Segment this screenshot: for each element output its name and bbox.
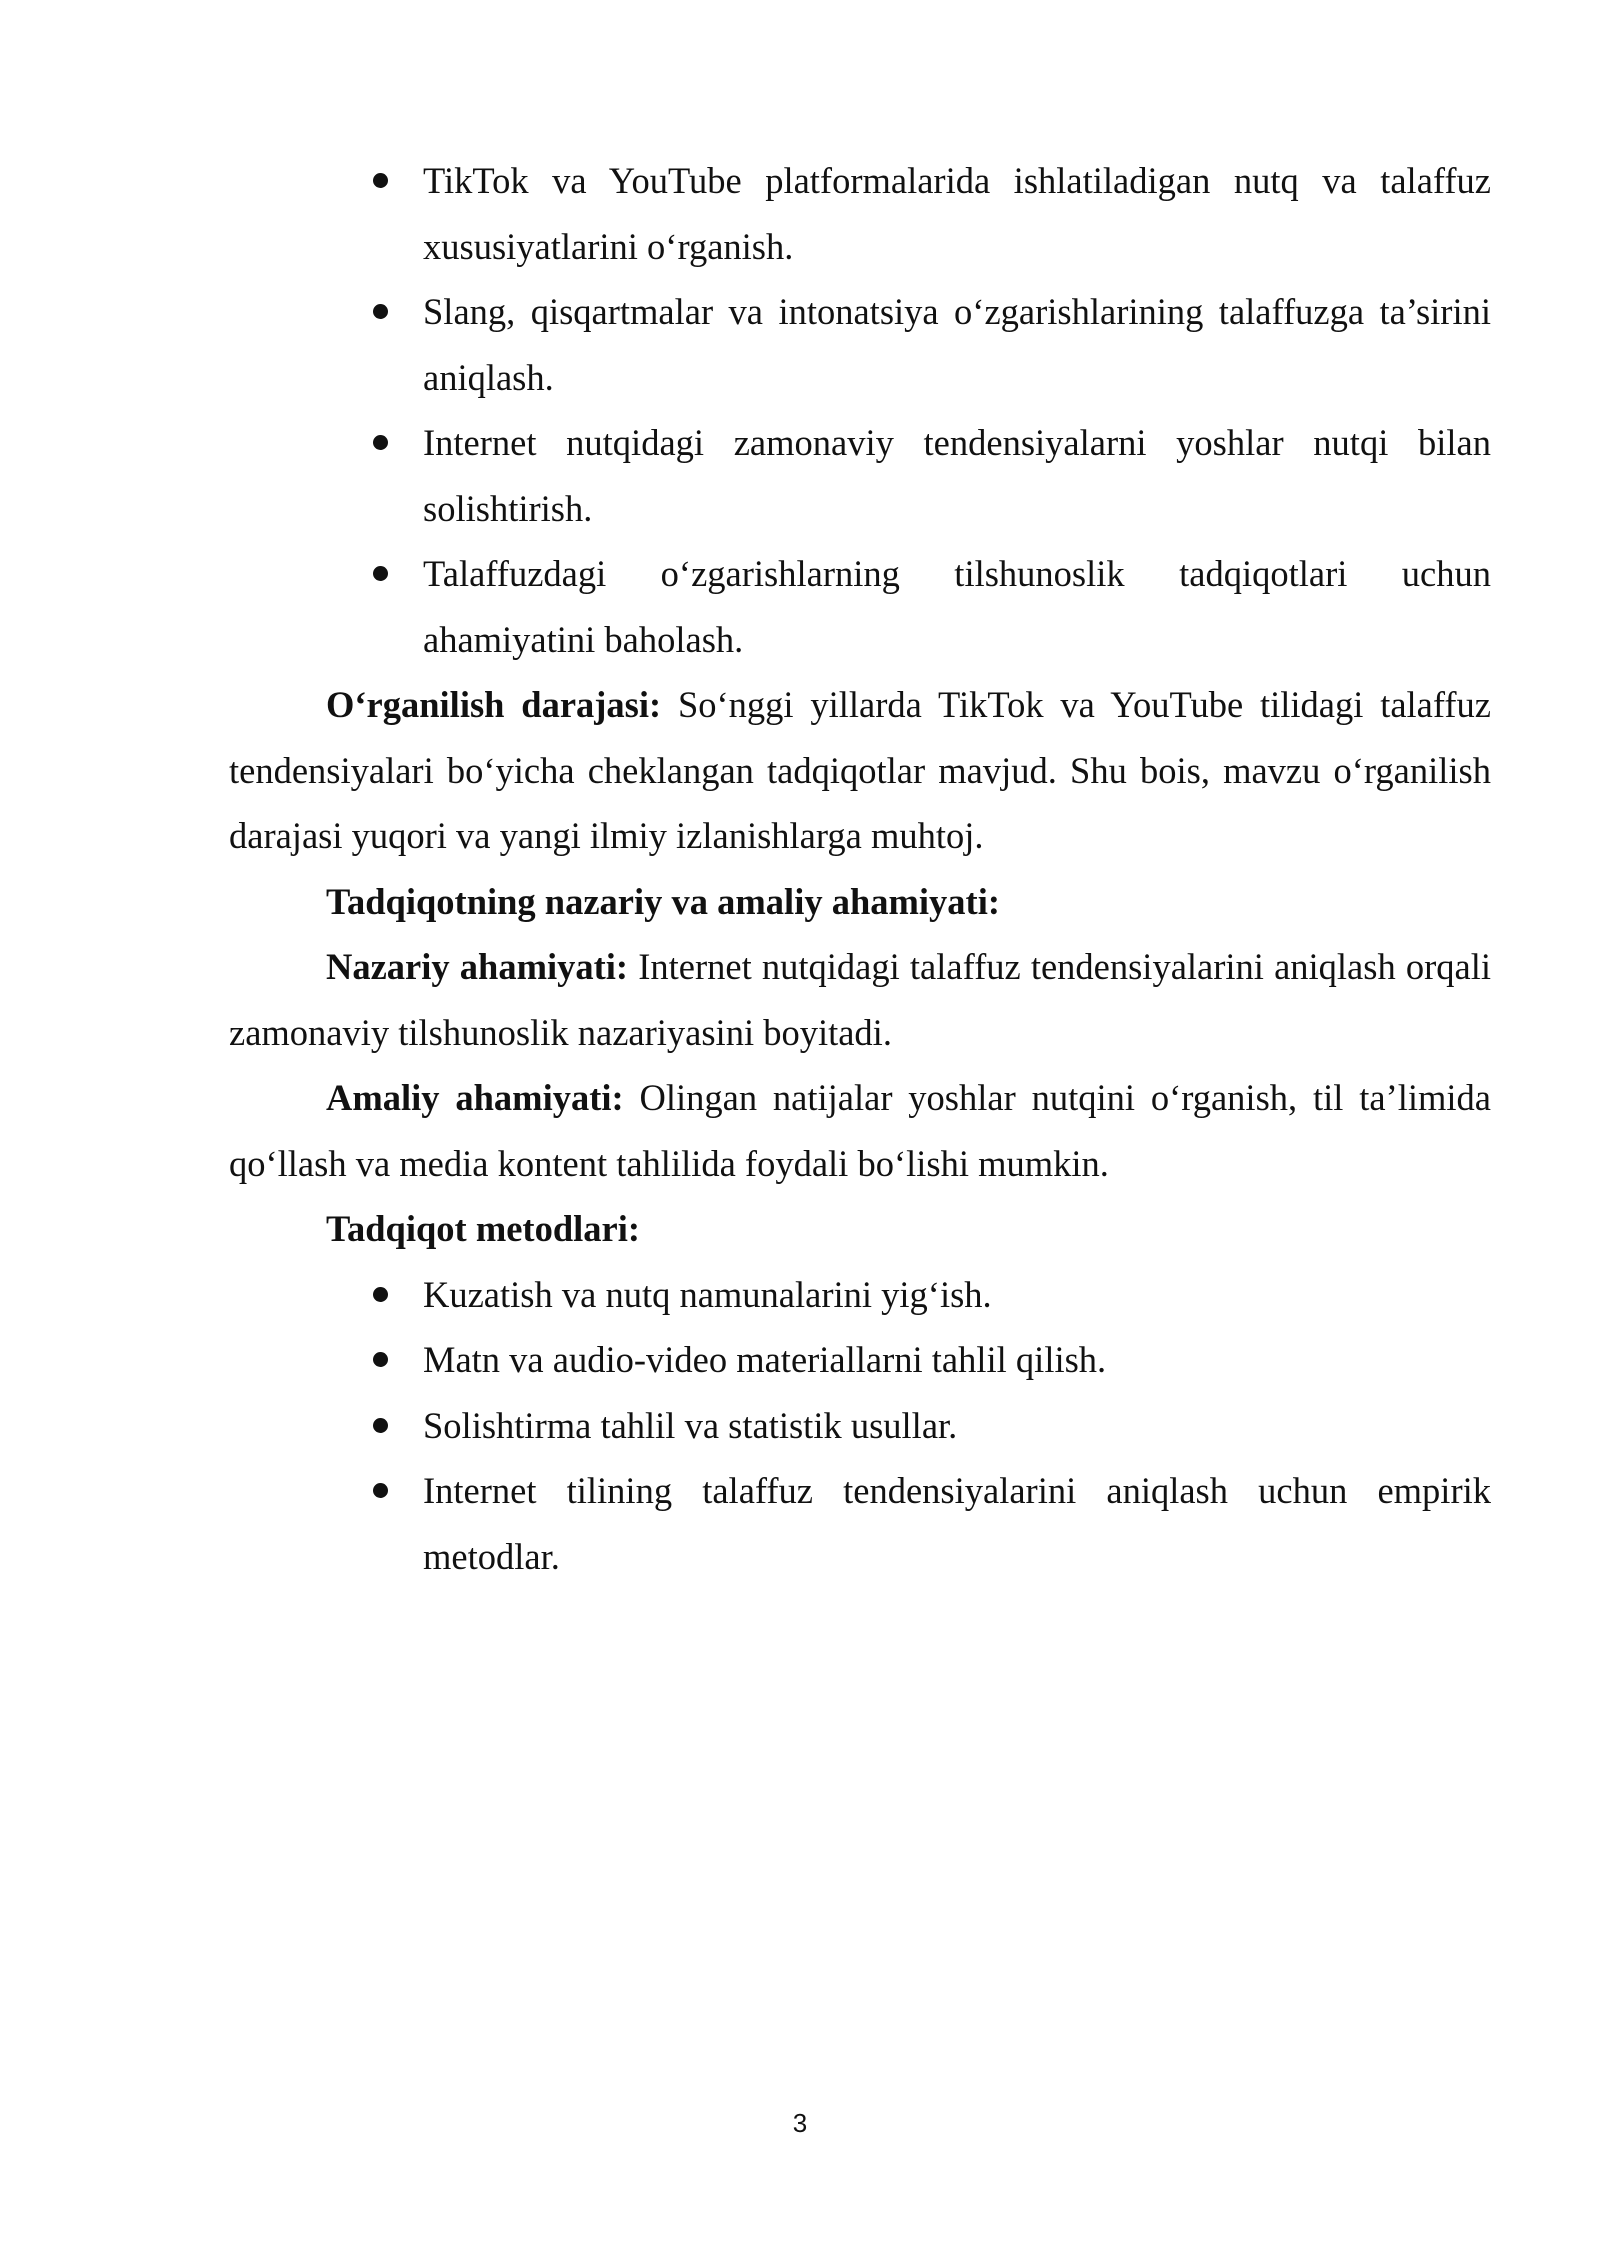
study-level-paragraph [229,672,1491,869]
list-item: Matn va audio-video materiallarni tahlil qilish. [423,1327,1491,1393]
methods-list [229,1262,1491,1590]
theoretical-text: Internet nutqidagi talaffuz tendensiyalarini aniqlash orqali zamonaviy tilshunoslik nazariyasini boyitadi. [229,946,1491,1053]
bullet-icon [373,1483,388,1498]
practical-paragraph [229,1065,1491,1196]
study-level-lead: O‘rganilish darajasi: [326,684,662,725]
study-level-text: So‘nggi yillarda TikTok va YouTube tilidagi talaffuz tendensiyalari bo‘yicha cheklangan tadqiqotlar mavjud. Shu bois, mavzu o‘rganilish darajasi yuqori va yangi ilmiy izlanishlarga muhtoj. [229,684,1491,856]
practical-lead: Amaliy ahamiyati: [326,1077,624,1118]
bullet-icon [373,435,388,450]
list-item: Kuzatish va nutq namunalarini yig‘ish. [423,1262,1491,1328]
bullet-icon [373,304,388,319]
list-item: TikTok va YouTube platformalarida ishlatiladigan nutq va talaffuz xususiyatlarini o‘rganish. [423,148,1491,279]
list-item: Talaffuzdagi o‘zgarishlarning tilshunoslik tadqiqotlari uchun ahamiyatini baholash. [423,541,1491,672]
list-item: Internet tilining talaffuz tendensiyalarini aniqlash uchun empirik metodlar. [423,1458,1491,1589]
bullet-icon [373,1418,388,1433]
theoretical-lead: Nazariy ahamiyati: [326,946,629,987]
page-content [229,148,1491,1589]
significance-heading: Tadqiqotning nazariy va amaliy ahamiyati: [326,880,1001,922]
goals-list [229,148,1491,672]
bullet-icon [373,1287,388,1302]
bullet-icon [373,173,388,188]
list-item: Solishtirma tahlil va statistik usullar. [423,1393,1491,1459]
page-number: 3 [792,2108,808,2138]
theoretical-paragraph [229,934,1491,1065]
practical-text: Olingan natijalar yoshlar nutqini o‘rganish, til ta’limida qo‘llash va media kontent tahlilida foydali bo‘lishi mumkin. [229,1077,1491,1184]
list-item: Slang, qisqartmalar va intonatsiya o‘zgarishlarining talaffuzga ta’sirini aniqlash. [423,279,1491,410]
methods-heading: Tadqiqot metodlari: [326,1208,641,1249]
bullet-icon [373,566,388,581]
bullet-icon [373,1352,388,1367]
list-item: Internet nutqidagi zamonaviy tendensiyalarni yoshlar nutqi bilan solishtirish. [423,410,1491,541]
